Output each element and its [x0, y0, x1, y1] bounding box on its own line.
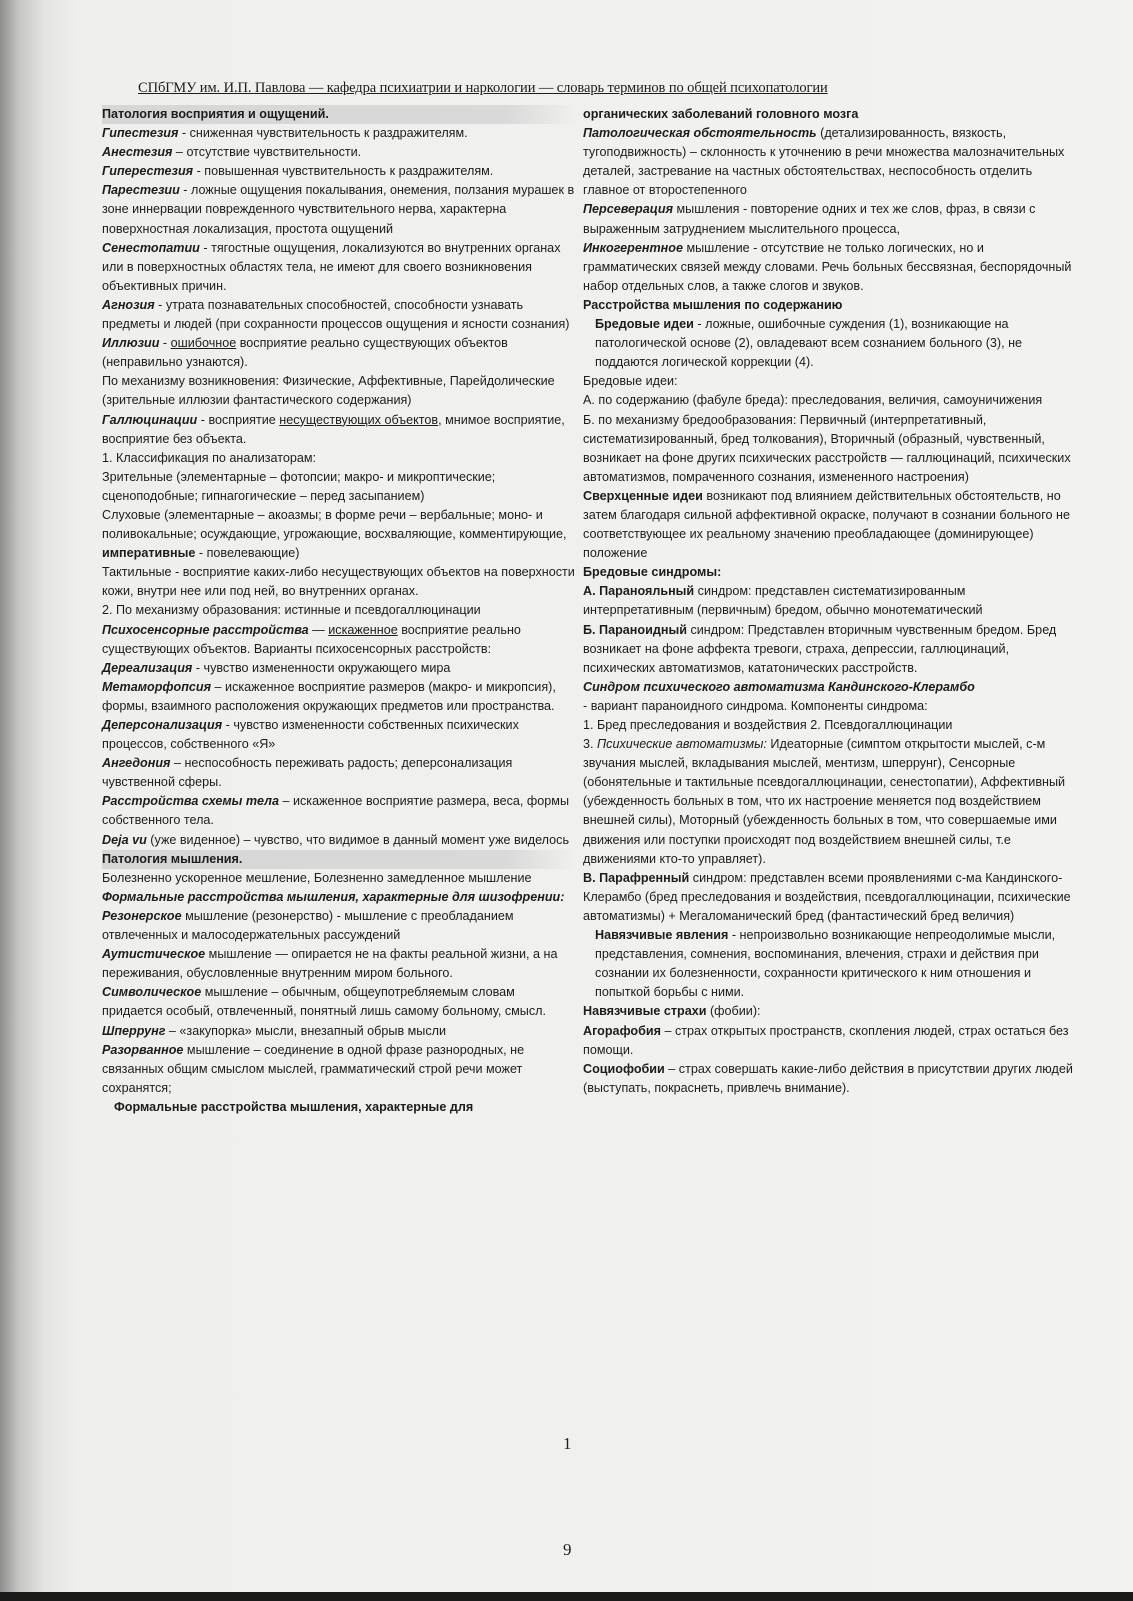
definition: - чувство измененности окружающего мира	[192, 660, 451, 675]
paragraph: 1. Бред преследования и воздействия 2. Псевдогаллюцинации	[583, 718, 953, 732]
paragraph: Тактильные - восприятие каких-либо несуществующих объектов на поверхности кожи, внутри нее или под ней, во внутренних органах.	[102, 565, 575, 599]
paragraph	[102, 506, 577, 563]
term: Ангедония	[102, 756, 171, 771]
term: Гиперестезия	[102, 164, 194, 179]
term-entry	[583, 1002, 1073, 1021]
definition: (уже виденное) – чувство, что видимое в данный момент уже виделось	[146, 832, 570, 847]
page-header: СПбГМУ им. И.П. Павлова — кафедра психиатрии и наркологии — словарь терминов по общей психопатологии	[138, 80, 828, 96]
term-entry	[102, 239, 577, 296]
section-heading-perception: Патология восприятия и ощущений.	[102, 105, 577, 124]
definition: мышление — опирается не на факты реальной жизни, а на переживания, обусловленные внутренним миром больного.	[102, 947, 558, 981]
term: Разорванное	[102, 1042, 184, 1057]
paragraph: Б. по механизму бредообразования: Первичный (интерпретативный, систематизированный, бред толкования), Вторичный (образный, чувственный, возникает на фоне других психических расстройств — галлюцинаций, психических автоматизмов, помраченного сознания, измененного настроения)	[583, 412, 1071, 484]
term-entry	[102, 162, 577, 181]
term: Социофобии	[583, 1061, 665, 1076]
definition: - повышенная чувствительность к раздражителям.	[193, 164, 494, 179]
definition: восприятие реально существующих объектов (неправильно узнаются).	[102, 336, 508, 370]
definition: мышление (резонерство) - мышление с преобладанием отвлеченных и малосодержательных рассуждений	[102, 908, 514, 943]
definition: - утрата познавательных способностей, способности узнавать предметы и людей (при сохранности процессов ощущения и ясности сознания)	[102, 297, 570, 332]
term-entry	[102, 831, 577, 850]
term: Б. Параноидный	[583, 622, 687, 637]
term: В. Парафренный	[583, 870, 690, 885]
underlined-text: искаженное	[328, 622, 398, 637]
paragraph: Зрительные (элементарные – фотопсии; макро- и микроптические; сценоподобные; гипнагогические – перед засыпанием)	[102, 469, 496, 503]
term: Навязчивые страхи	[583, 1004, 707, 1019]
paragraph: А. по содержанию (фабуле бреда): преследования, величия, самоуничижения	[583, 393, 1043, 408]
left-column	[102, 105, 577, 1117]
term: Иллюзии	[102, 336, 160, 351]
term: Патологическая обстоятельность	[583, 126, 817, 141]
term: Анестезия	[102, 145, 173, 160]
term: Персеверация	[583, 202, 674, 217]
term: Навязчивые явления	[595, 928, 729, 943]
paragraph: - вариант параноидного синдрома. Компоненты синдрома:	[583, 698, 928, 713]
term-entry	[583, 200, 1073, 238]
definition: мышление – обычным, общеупотребляемым словам придается особый, отвлеченный, понятный лишь самому больному, смысл.	[102, 985, 546, 1019]
text: 3.	[583, 737, 598, 752]
term-entry	[583, 621, 1073, 678]
paragraph	[583, 735, 1073, 869]
definition: - восприятие	[197, 412, 280, 427]
definition: синдром: представлен систематизированным интерпретативным (первичным) бредом, обычно монотематический	[583, 584, 983, 618]
subheading: Бредовые синдромы:	[583, 565, 722, 580]
term: Сенестопатии	[102, 240, 200, 255]
term-entry	[102, 907, 577, 945]
term: Агнозия	[102, 297, 155, 312]
term-entry	[102, 296, 577, 334]
scan-edge-bar	[0, 1592, 1133, 1601]
term: Инкогерентное	[583, 240, 683, 255]
term-entry	[102, 621, 577, 659]
definition: —	[308, 622, 329, 637]
definition: синдром: Представлен вторичным чувственным бредом. Бред возникает на фоне аффекта тревоги, страха, депрессии, галлюцинаций, психических автоматизмов, кататонических расстройств.	[583, 622, 1057, 675]
definition: - чувство измененности собственных психических процессов, собственного «Я»	[102, 718, 519, 752]
text: Идеаторные (симптом открытости мыслей, с-м звучания мыслей, вкладывания мыслей, ментизм, шперрунг), Сенсорные (обонятельные и тактильные псевдогаллюцинации, сенестопатии), Аффективный (убежденность больных в том, что их настроение меняется под воздействием внешней силы), Моторный (убежденность больных в том, что совершаемые ими движения или поступки происходят под воздействием внешней силы, т.е движениями кто-то управляет).	[583, 737, 1066, 866]
definition: (детализированность, вязкость, тугоподвижность) – склонность к уточнению в речи множества малозначительных деталей, застревание на частных обстоятельствах, неспособность отделить главное от второстепенного	[583, 126, 1065, 198]
definition: , мнимое восприятие, восприятие без объекта.	[102, 412, 565, 446]
term-entry	[102, 124, 577, 143]
term: Агорафобия	[583, 1023, 661, 1038]
definition: - ложные, ошибочные суждения (1), возникающие на патологической основе (2), овладевают всем сознанием больного (3), не поддаются логической коррекции (4).	[595, 317, 1023, 370]
term-entry	[102, 659, 577, 678]
term: Психосенсорные расстройства	[102, 622, 309, 637]
section-heading-content: Расстройства мышления по содержанию	[583, 297, 843, 312]
italic-text: Психические автоматизмы:	[597, 737, 767, 752]
term: Аутистическое	[102, 947, 206, 962]
term: Галлюцинации	[102, 412, 198, 427]
underlined-text: ошибочное	[170, 336, 237, 351]
definition: - сниженная чувствительность к раздражителям.	[178, 126, 468, 141]
text: - повелевающие)	[195, 546, 300, 561]
term-entry	[102, 754, 577, 792]
subheading: Формальные расстройства мышления, характерные для шизофрении:	[102, 889, 565, 904]
term-entry	[102, 1041, 577, 1098]
paragraph: 1. Классификация по анализаторам:	[102, 450, 317, 465]
term-entry	[102, 411, 577, 449]
definition: – неспособность переживать радость; деперсонализация чувственной сферы.	[102, 756, 513, 790]
underlined-text: несуществующих объектов	[279, 412, 439, 427]
page-number-outer: 9	[563, 1540, 572, 1559]
term-entry	[102, 945, 577, 983]
definition: – искаженное восприятие размеров (макро- и микропсия), формы, взаимного расположения окружающих предметов или пространства.	[102, 679, 556, 713]
definition: – страх совершать какие-либо действия в присутствии других людей (выступать, покраснеть, привлечь внимание).	[583, 1061, 1073, 1095]
bold-text: императивные	[102, 546, 196, 561]
right-column	[583, 105, 1073, 1098]
subheading-continued: органических заболеваний головного мозга	[583, 107, 859, 121]
term-entry	[102, 792, 577, 830]
paragraph: Болезненно ускоренное мешление, Болезненно замедленное мышление	[102, 870, 532, 885]
section-heading-thinking: Патология мышления.	[102, 850, 577, 869]
term-entry	[102, 143, 577, 162]
term-entry	[583, 1022, 1073, 1060]
definition: – страх открытых пространств, скопления людей, страх остаться без помощи.	[583, 1023, 1069, 1057]
term-entry	[102, 716, 577, 754]
definition: - тягостные ощущения, локализуются во внутренних органах или в поверхностных областях тела, не имеют для своего возникновения объективных причин.	[102, 240, 561, 293]
definition: мышления - повторение одних и тех же слов, фраз, в связи с выраженным затруднением мыслительного процесса,	[583, 202, 1036, 236]
term: Гипестезия	[102, 126, 179, 141]
definition: – «закупорка» мысли, внезапный обрыв мысли	[165, 1023, 447, 1038]
subheading: Синдром психического автоматизма Кандинского-Клерамбо	[583, 679, 975, 694]
definition: мышление – соединение в одной фразе разнородных, не связанных общим смыслом мыслей, грамматический строй речи может сохранятся;	[102, 1042, 525, 1095]
term-entry	[583, 926, 1073, 1002]
term-entry	[583, 1060, 1073, 1098]
term-entry	[102, 678, 577, 716]
text: Слуховые (элементарные – акоазмы; в форме речи – вербальные; моно- и поливокальные; осуждающие, угрожающие, восхваляющие, комментирующие,	[102, 507, 567, 542]
term-entry	[583, 582, 1073, 620]
definition: восприятие реально существующих объектов. Варианты психосенсорных расстройств:	[102, 622, 521, 656]
term-entry	[102, 181, 577, 238]
term: Резонерское	[102, 908, 182, 923]
definition: мышление - отсутствие не только логических, но и грамматических связей между словами. Речь больных бессвязная, беспорядочный набор отдельных слов, а также слогов и звуков.	[583, 240, 1072, 293]
definition: синдром: представлен всеми проявлениями с-ма Кандинского-Клерамбо (бред преследования и воздействия, псевдогаллюцинации, психические автоматизмы) + Мегаломанический бред (фантастический бред величия)	[583, 870, 1071, 923]
term-entry	[102, 1022, 577, 1041]
term-entry	[583, 869, 1073, 926]
term: Метаморфопсия	[102, 679, 212, 694]
term: Deja vu	[102, 832, 147, 847]
definition: – отсутствие чувствительности.	[172, 145, 362, 160]
paragraph: 2. По механизму образования: истинные и псевдогаллюцинации	[102, 603, 481, 618]
term: А. Паранояльный	[583, 584, 695, 599]
term: Деперсонализация	[102, 718, 223, 732]
term: Сверхценные идеи	[583, 488, 703, 503]
term: Бредовые идеи	[595, 317, 694, 332]
term-entry	[102, 983, 577, 1021]
definition: - непроизвольно возникающие непреодолимые мысли, представления, сомнения, воспоминания, влечения, страхи и действия при сознании их болезненности, сохранности критического к ним отношения и попыткой борьбы с ними.	[595, 928, 1056, 1000]
definition: -	[159, 336, 171, 351]
term: Шперрунг	[102, 1023, 166, 1038]
definition: – искаженное восприятие размера, веса, формы собственного тела.	[102, 794, 570, 828]
paragraph: По механизму возникновения: Физические, Аффективные, Парейдолические (зрительные иллюзии фантастического содержания)	[102, 374, 555, 408]
term-entry	[102, 334, 577, 372]
term-entry	[583, 124, 1073, 200]
page-number-inner: 1	[563, 1434, 572, 1453]
term: Расстройства схемы тела	[102, 794, 279, 809]
term-entry	[583, 239, 1073, 296]
subheading: Формальные расстройства мышления, характерные для	[114, 1099, 474, 1114]
term-entry	[583, 315, 1073, 372]
term: Символическое	[102, 985, 202, 1000]
paragraph: Бредовые идеи:	[583, 374, 678, 389]
term-entry	[583, 487, 1073, 563]
definition: - ложные ощущения покалывания, онемения, ползания мурашек в зоне иннервации поврежденного чувствительного нерва, характерна поверхностная локализация, простота ощущений	[102, 183, 575, 236]
definition: (фобии):	[706, 1004, 761, 1019]
term: Парестезии	[102, 183, 180, 198]
term: Дереализация	[102, 660, 193, 675]
definition: возникают под влиянием действительных обстоятельств, но затем благодаря сильной аффективной окраске, получают в сознании больного не соответствующее их реальному значению преобладающее (доминирующее) положение	[583, 488, 1070, 561]
